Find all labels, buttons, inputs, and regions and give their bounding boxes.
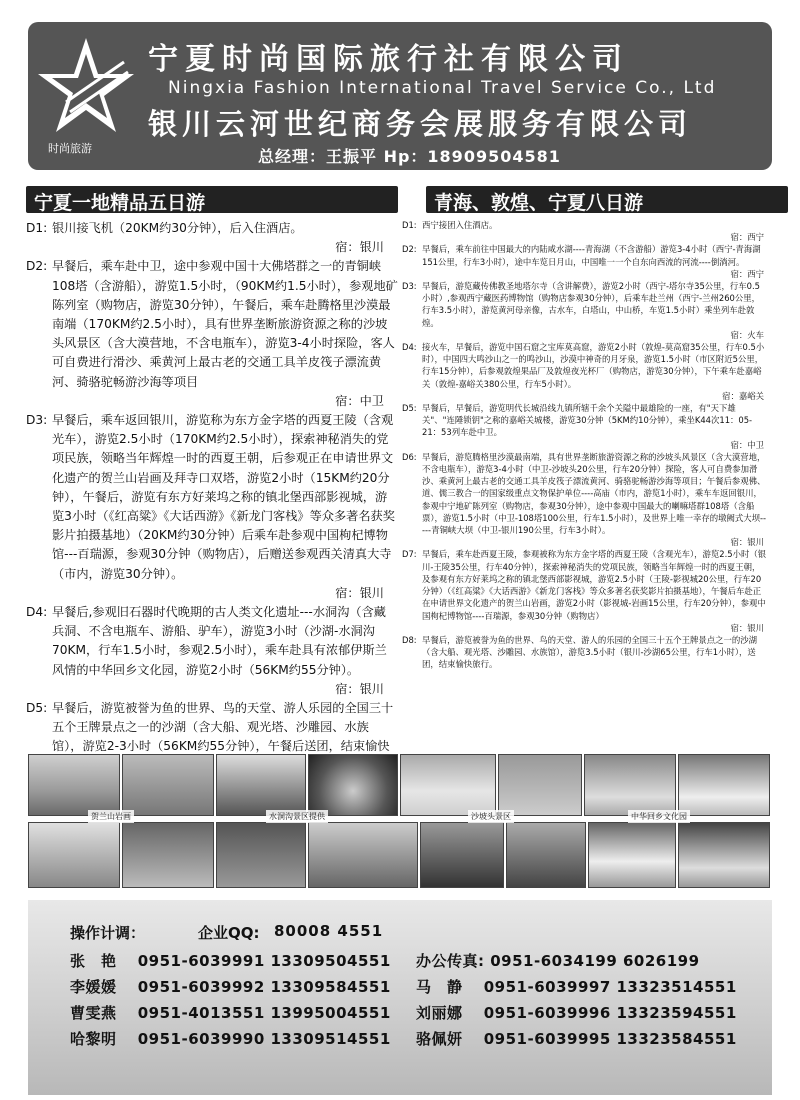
day-label: D5: [402,403,417,414]
itinerary-eight-day [402,186,768,671]
contact-phone: 0951-6039996 13323594551 [483,1004,737,1022]
day-item [26,257,398,411]
day-description: 早餐后，游览腾格里沙漠最南端，具有世界垄断旅游资源之称的沙坡头风景区（含大漠营地，不含电瓶车），游览3-4小时（中卫-沙坡头20公里，行车20分钟）探险，客人可自费参加滑沙、乘黄河上最古老的交通工具羊皮筏子漂流黄河、骑骆驼畅游沙海等项目；午餐后参观佛、道、儒三教合一的国家级重点文物保护单位----高庙（市内，游览1小时），乘车车返回银川，参观中宁地矿陈列室（购物店，参观30分钟），途中参观中国最大的喇嘛塔群108塔（含船票），游览1.5小时（中卫-108塔100公里，行车1.5小时），及世界上唯一幸存的墩阙式大坝-----青铜峡大坝（中卫-银川190公里，行车3小时）。 [422,451,767,536]
logo-text: 时尚旅游 [48,142,92,155]
overnight-location: 宿：银川 [335,240,384,255]
company-name-primary: 宁夏时尚国际旅行社有限公司 [148,42,629,77]
itinerary-five-day [26,186,398,776]
day-item [402,341,768,402]
overnight-location: 宿：银川 [730,622,764,633]
day-item [402,451,768,549]
overnight-location: 宿：火车 [730,329,764,340]
contact-entry [70,950,391,971]
contact-phone: 0951-6039995 13323584551 [483,1030,737,1048]
mosque-photo [584,754,676,816]
contact-phone: 0951-6034199 6026199 [490,952,700,970]
statue-photo [506,822,586,888]
contact-name: 办公传真: [416,952,485,970]
contact-entry [70,1028,391,1049]
cave-entrance-photo [216,754,306,816]
contact-entry [416,1002,737,1023]
day-label: D1: [402,220,417,230]
day-label: D3: [402,281,417,292]
day-description: 早餐后，早餐后，游览明代长城沿线九镇所辖千余个关隘中最雄险的一座，有"天下雄关"、"连陲锁钥"之称的嘉峪关城楼，游览30分钟（5KM约10分钟），乘坐K44次11：05-21：53列车赴中卫。 [422,403,753,438]
contact-entry [70,976,391,997]
fort-gate-photo [308,822,418,888]
contact-name: 曹雯燕 [70,1004,117,1022]
contact-name: 马 静 [416,978,463,996]
museum-room-photo [216,822,306,888]
star-logo-icon [36,32,136,152]
overnight-location: 宿：银川 [335,585,384,600]
rock-painting-photo [122,754,214,816]
overnight-location: 宿：银川 [335,681,384,696]
gallery-hall-photo [28,822,120,888]
day-label: D8: [402,634,417,645]
day-description: 早餐后，乘车赴西夏王陵，参观被称为东方金字塔的西夏王陵（含观光车），游览2.5小时（银川-王陵35公里，行车40分钟），探索神秘消失的党项民族，领略当年辉煌一时的西夏王朝，及参观有东方好莱坞之称的镇北堡西部影视城，游览2.5小时（王陵-影视城20公里，行车20分钟）（《红高粱》《大话西游》《新龙门客栈》等众多著名获奖影片拍摄基地），午餐后车赴正在申请世界文化遗产的贺兰山岩画，游览2小时（影视城-岩画15公里，行车20分钟），参观中国枸杞博物馆----百瑞源，参观30分钟（购物店） [422,549,767,621]
sand-sliding-photo [498,754,582,816]
contact-name: 刘丽娜 [416,1004,463,1022]
qq-label: 企业QQ: [198,924,260,942]
day-item [26,219,398,257]
overnight-location: 宿：西宁 [730,268,764,279]
day-item [402,634,768,671]
day-item [402,280,768,341]
contact-name: 哈黎明 [70,1030,117,1048]
company-name-secondary: 银川云河世纪商务会展服务有限公司 [148,107,693,141]
contact-phone: 0951-6039991 13309504551 [137,952,391,970]
contact-entry [416,976,737,997]
day-label: D2: [26,259,48,274]
day-description: 早餐后，游览被誉为鱼的世界、鸟的天堂、游人的乐园的全国三十五个王牌景点之一的沙湖（含大船、观光塔、沙雕园、水族馆），游览3.5小时（银川-沙湖65公里，行车1小时），送团，结束愉快旅行。 [422,634,757,670]
white-mosque-photo [588,822,676,888]
contact-entry [416,1028,737,1049]
photo-gallery [28,748,772,896]
desert-buildings-photo [28,754,120,816]
company-name-english: Ningxia Fashion International Travel Service Co., Ltd [168,78,717,98]
day-label: D7: [402,549,417,560]
palace-photo [678,754,770,816]
day-description: 西宁接团入住酒店。 [422,220,498,230]
contact-phone: 0951-6039990 13309514551 [137,1030,391,1048]
contact-phone: 0951-4013551 13995004551 [137,1004,391,1022]
overnight-location: 宿：中卫 [730,439,764,450]
contact-phone: 0951-6039992 13309584551 [137,978,391,996]
day-description: 早餐后，游览藏传佛教圣地塔尔寺（含讲解费），游览2小时（西宁-塔尔寺35公里，行车0.5小时）,参观西宁藏医药博物馆（购物店参观30分钟），后乘车赴兰州（西宁-兰州260公里，行车3.5小时），游览黄河母亲像，古水车，白塔山，中山桥，车览1.5小时）乘坐列车赴敦煌。 [422,281,761,328]
contact-phone: 0951-6039997 13323514551 [483,978,737,996]
section-title: 宁夏一地精品五日游 [26,186,398,213]
day-label: D4: [402,342,417,353]
lake-reeds-photo [420,822,504,888]
day-description: 早餐后,参观旧石器时代晚期的古人类文化遗址---水洞沟（含藏兵洞、不含电瓶车、游船、驴车），游览3小时（沙湖-水洞沟70KM，行车1.5小时，参观2.5小时），乘车赴具有浓郁伊斯兰风情的中华回乡文化园，游览2小时（56KM约55分钟）。 [52,605,387,677]
day-label: D3: [26,413,48,428]
day-list [26,219,398,776]
header-banner [28,22,772,170]
photo-label-shapotou: 沙坡头景区 [468,810,514,823]
day-item [26,603,398,699]
manager-contact: 总经理：王振平 Hp：18909504581 [258,147,561,166]
day-label: D6: [402,451,417,462]
day-item [26,411,398,603]
day-description: 早餐后，游览被誉为鱼的世界、鸟的天堂、游人乐园的全国三十五个王牌景点之一的沙湖（含大船、观光塔、沙雕园、水族馆），游览2-3小时（56KM约55分钟），午餐后送团，结束愉快 [52,701,394,754]
desert-buggy-photo [400,754,496,816]
photo-label-huixiang: 中华回乡文化园 [628,810,690,823]
contact-name: 张 艳 [70,952,117,970]
day-item [402,219,768,243]
exhibit-photo [122,822,214,888]
day-description: 接火车，早餐后，游览中国石窟之宝库莫高窟，游览2小时（敦煌-莫高窟35公里，行车0.5小时），中国四大鸣沙山之一的鸣沙山，沙漠中神奇的月牙泉，游览1.5小时（市区附近5公里，行车15分钟），后参观敦煌果品厂及敦煌夜光杯厂（购物店，游览30分钟），下午乘车赴嘉峪关（敦煌-嘉峪关380公里，行车5小时）。 [422,342,765,389]
photo-label-shuidonggou: 水洞沟景区提供 [266,810,328,823]
day-description: 早餐后，乘车返回银川，游览称为东方金字塔的西夏王陵（含观光车），游览2.5小时（170KM约2.5小时），探索神秘消失的党项民族，领略当年辉煌一时的西夏王朝，后参观正在申请世界文化遗产的贺兰山岩画及拜寺口双塔，游览2小时（15KM约20分钟），午餐后，游览有东方好莱坞之称的镇北堡西部影视城，游览3小时（《红高粱》《大话西游》《新龙门客栈》等众多著名获奖影片拍摄基地）（20KM约30分钟）后乘车赴参观中国枸杞博物馆---百瑞源，参观30分钟（购物店），后赠送参观西关清真大寺（市内，游览30分钟）。 [52,413,395,581]
day-description: 早餐后，乘车前往中国最大的内陆咸水湖----青海湖（不含游船）游览3-4小时（西宁-青海湖151公里，行车3小时），途中车览日月山，中国唯一一个自东向西流的河流----倒淌河。 [422,244,761,267]
day-label: D1: [26,221,48,235]
tunnel-photo [308,754,398,816]
section-title: 青海、敦煌、宁夏八日游 [426,186,788,213]
day-label: D4: [26,605,48,620]
contact-name: 骆佩妍 [416,1030,463,1048]
overnight-location: 宿：中卫 [335,393,384,408]
contact-entry [70,1002,391,1023]
day-description: 银川接飞机（20KM约30分钟），后入住酒店。 [52,221,303,235]
ops-label: 操作计调： [70,924,146,942]
day-description: 早餐后，乘车赴中卫，途中参观中国十大佛塔群之一的青铜峡108塔（含游船），游览1.5小时，（90KM约1.5小时），参观地矿陈列室（购物店，游览30分钟），午餐后，乘车赴腾格里沙漠最南端（170KM约2.5小时），具有世界垄断旅游资源之称的沙坡头风景区（含大漠营地，不含电瓶车），游览3-4小时探险，客人可自费进行滑沙、乘黄河上最古老的交通工具羊皮筏子漂流黄河、骑骆驼畅游沙海等项目 [52,259,398,389]
overnight-location: 宿：嘉峪关 [722,390,764,401]
contact-name: 李媛媛 [70,978,117,996]
day-label: D5: [26,701,48,716]
photo-label-helan: 贺兰山岩画 [88,810,134,823]
overnight-location: 宿：银川 [730,537,764,548]
day-label: D2: [402,244,417,255]
contact-entry [416,950,700,971]
overnight-location: 宿：西宁 [730,232,764,243]
qq-number: 80008 4551 [274,922,384,940]
contact-panel [28,900,772,1095]
day-item [402,243,768,280]
domed-hall-photo [678,822,770,888]
day-list [402,219,768,671]
day-item [402,402,768,451]
day-item [402,548,768,633]
